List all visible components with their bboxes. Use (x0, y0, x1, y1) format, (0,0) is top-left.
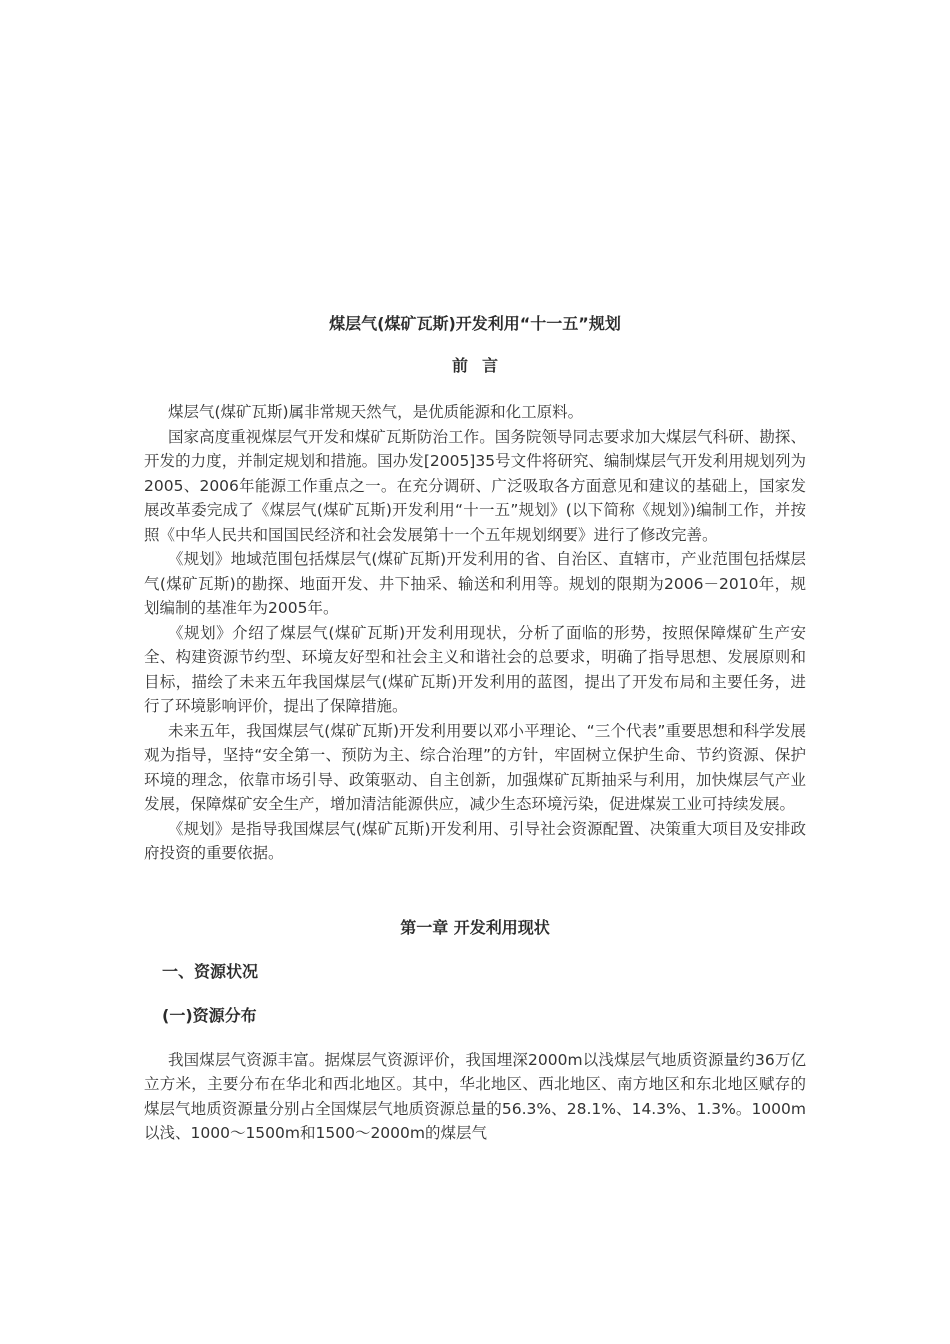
chapter-title: 第一章 开发利用现状 (400, 917, 550, 937)
preface-paragraph: 《规划》地域范围包括煤层气(煤矿瓦斯)开发利用的省、自治区、直辖市，产业范围包括煤层气(煤矿瓦斯)的勘探、地面开发、井下抽采、输送和利用等。规划的限期为2006－2010年，规划编制的基准年为2005年。 (144, 550, 806, 617)
subsection-body (144, 1048, 806, 1146)
preface-body (144, 400, 806, 866)
subsection-title: (一)资源分布 (162, 1005, 257, 1025)
document-title: 煤层气(煤矿瓦斯)开发利用“十一五”规划 (329, 314, 621, 333)
preface-paragraph: 未来五年，我国煤层气(煤矿瓦斯)开发利用要以邓小平理论、“三个代表”重要思想和科学发展观为指导，坚持“安全第一、预防为主、综合治理”的方针，牢固树立保护生命、节约资源、保护环境的理念，依靠市场引导、政策驱动、自主创新，加强煤矿瓦斯抽采与利用，加快煤层气产业发展，保障煤矿安全生产，增加清洁能源供应，减少生态环境污染，促进煤炭工业可持续发展。 (144, 721, 806, 813)
preface-paragraph: 国家高度重视煤层气开发和煤矿瓦斯防治工作。国务院领导同志要求加大煤层气科研、勘探、开发的力度，并制定规划和措施。国办发[2005]35号文件将研究、编制煤层气开发利用规划列为2005、2006年能源工作重点之一。在充分调研、广泛吸取各方面意见和建议的基础上，国家发展改革委完成了《煤层气(煤矿瓦斯)开发利用“十一五”规划》(以下简称《规划》)编制工作，并按照《中华人民共和国国民经济和社会发展第十一个五年规划纲要》进行了修改完善。 (144, 427, 806, 544)
preface-heading: 前言 (451, 356, 512, 375)
preface-paragraph: 《规划》是指导我国煤层气(煤矿瓦斯)开发利用、引导社会资源配置、决策重大项目及安排政府投资的重要依据。 (144, 819, 806, 862)
section-title: 一、资源状况 (162, 961, 259, 981)
body-paragraph: 我国煤层气资源丰富。据煤层气资源评价，我国埋深2000m以浅煤层气地质资源量约36万亿立方米，主要分布在华北和西北地区。其中，华北地区、西北地区、南方地区和东北地区赋存的煤层气地质资源量分别占全国煤层气地质资源总量的56.3%、28.1%、14.3%、1.3%。1000m以浅、1000～1500m和1500～2000m的煤层气 (144, 1050, 806, 1142)
document-content (144, 312, 806, 1146)
preface-paragraph: 煤层气(煤矿瓦斯)属非常规天然气，是优质能源和化工原料。 (168, 403, 584, 421)
preface-paragraph: 《规划》介绍了煤层气(煤矿瓦斯)开发利用现状，分析了面临的形势，按照保障煤矿生产安全、构建资源节约型、环境友好型和社会主义和谐社会的总要求，明确了指导思想、发展原则和目标，描绘了未来五年我国煤层气(煤矿瓦斯)开发利用的蓝图，提出了开发布局和主要任务，进行了环境影响评价，提出了保障措施。 (144, 623, 806, 715)
